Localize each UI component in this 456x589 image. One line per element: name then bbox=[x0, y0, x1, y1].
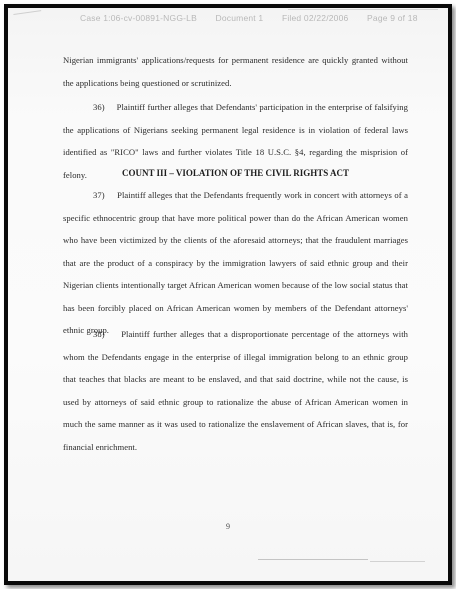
paragraph-36: 36) Plaintiff further alleges that Defendants' participation in the enterprise of falsifying the applications of Nigerians seeking permanent legal residence is in violation of federal laws identified as "RICO" laws and further violates Title 18 U.S.C. §4, regarding the misprision of felony. bbox=[63, 102, 408, 180]
paragraph-37: 37) Plaintiff alleges that the Defendants frequently work in concert with attorneys of a specific ethnocentric group that have more political power than do the African American women who have been victimized by the clients of the aforesaid attorneys; that the fraudulent marriages that are the product of a conspiracy by the immigration lawyers of said ethnic group and their Nigerian clients intentionally target African American women because of the low social status that has been forcibly placed on African American women by members of the Defendant attorneys' ethnic group. bbox=[63, 190, 408, 335]
scan-bottom-rule bbox=[258, 559, 368, 560]
scan-bottom-rule-2 bbox=[370, 561, 425, 562]
paragraph-continuation: Nigerian immigrants' applications/requests for permanent residence are quickly granted without the applications being questioned or scrutinized. bbox=[63, 55, 408, 88]
scan-rule bbox=[288, 9, 438, 10]
court-filing-header bbox=[80, 13, 434, 23]
case-number: Case 1:06-cv-00891-NGG-LB bbox=[80, 13, 197, 23]
section-heading: COUNT III – VIOLATION OF THE CIVIL RIGHTS ACT bbox=[121, 168, 350, 178]
document-page bbox=[8, 8, 448, 581]
scanned-page-frame bbox=[4, 4, 452, 585]
filed-date: Filed 02/22/2006 bbox=[281, 13, 349, 23]
paragraph-38: 38) Plaintiff further alleges that a disproportionate percentage of the attorneys with whom the Defendants engage in the enterprise of illegal immigration belong to an ethnic group that teaches that blacks are meant to be enslaved, and that said doctrine, while not the cause, is used by attorneys of said ethnic group to rationalize the abuse of African American women in much the same manner as it was used to rationalize the enslavement of African slaves, that is, for financial enrichment. bbox=[63, 329, 408, 452]
page-number: 9 bbox=[226, 522, 230, 531]
page-of-total: Page 9 of 18 bbox=[367, 13, 418, 23]
scan-mark bbox=[13, 10, 42, 25]
document-label: Document 1 bbox=[215, 13, 264, 23]
